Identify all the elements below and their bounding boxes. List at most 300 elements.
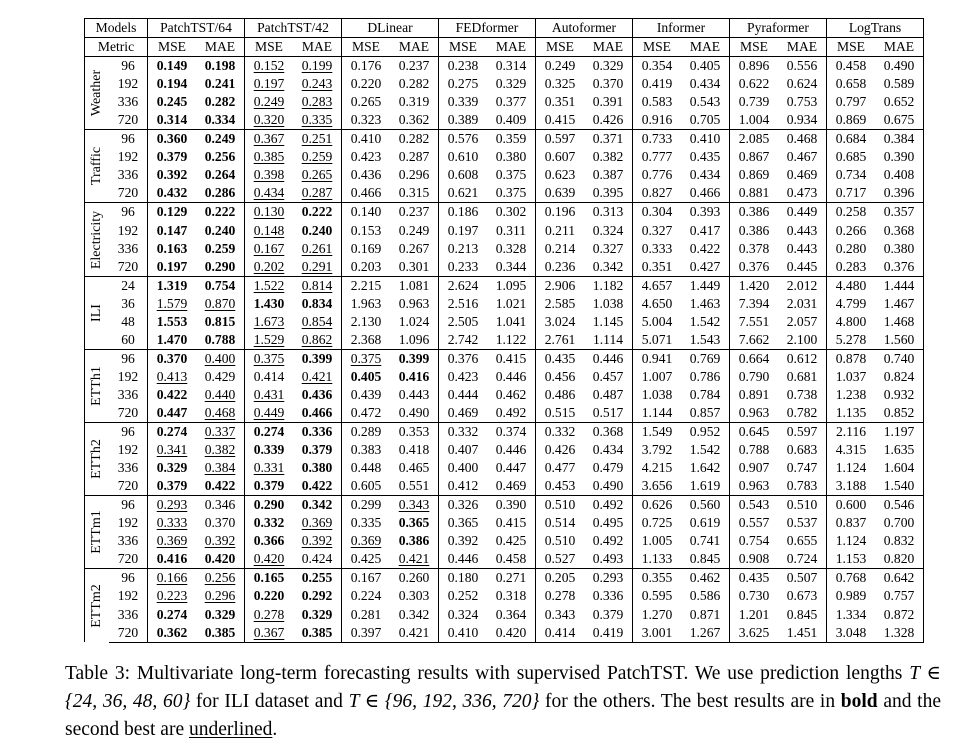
second-best-value: 0.814 (301, 277, 333, 293)
second-best-value: 0.341 (156, 442, 188, 458)
metric-header: MSE (633, 38, 682, 57)
table-cell (633, 331, 682, 350)
table-cell (681, 606, 730, 624)
value: 0.282 (398, 131, 430, 147)
value: 0.467 (786, 149, 818, 165)
value: 0.415 (544, 112, 576, 128)
table-cell (730, 203, 779, 222)
best-value: 0.416 (156, 551, 188, 567)
table-cell (439, 423, 488, 442)
table-cell (633, 368, 682, 386)
table-cell (293, 295, 342, 313)
value: 0.753 (786, 94, 818, 110)
best-value: 0.129 (156, 204, 188, 220)
best-value: 0.198 (204, 58, 236, 74)
table-cell (245, 404, 294, 423)
value: 0.370 (204, 515, 236, 531)
table-cell (875, 624, 924, 643)
table-cell (148, 111, 197, 130)
value: 0.820 (883, 551, 915, 567)
table-cell (536, 166, 585, 184)
model-header: Autoformer (536, 19, 633, 38)
table-cell (778, 569, 827, 588)
value: 0.537 (786, 515, 818, 531)
table-cell (342, 404, 391, 423)
table-cell (342, 477, 391, 496)
value: 3.001 (641, 624, 673, 640)
best-value: 0.436 (301, 386, 333, 402)
table-cell (439, 606, 488, 624)
table-row (85, 496, 924, 515)
value: 2.761 (544, 331, 576, 347)
value: 0.260 (398, 570, 430, 586)
value: 0.446 (592, 350, 624, 366)
table-cell (681, 441, 730, 459)
value: 3.656 (641, 478, 673, 494)
value: 1.635 (883, 442, 915, 458)
table-cell (439, 258, 488, 277)
table-cell (148, 349, 197, 368)
table-cell (584, 587, 633, 605)
second-best-value: 0.449 (253, 405, 285, 420)
table-cell (633, 514, 682, 532)
table-cell (487, 349, 536, 368)
table-cell (293, 459, 342, 477)
dataset-label-cell (85, 496, 110, 569)
table-cell (487, 624, 536, 643)
value: 0.422 (689, 240, 721, 256)
table-cell (875, 441, 924, 459)
value: 0.462 (495, 386, 527, 402)
value: 0.176 (350, 58, 382, 74)
dataset-label: ETTm1 (89, 510, 104, 555)
value: 0.487 (592, 386, 624, 402)
second-best-value: 1.522 (253, 277, 285, 293)
value: 0.357 (883, 204, 915, 220)
value: 0.435 (738, 570, 770, 586)
value: 1.334 (835, 606, 867, 622)
value: 0.916 (641, 112, 673, 128)
table-cell (778, 606, 827, 624)
value: 2.012 (786, 277, 818, 293)
table-cell (293, 240, 342, 258)
prediction-length: 192 (109, 514, 148, 532)
value: 0.725 (641, 515, 673, 531)
dataset-label-cell (85, 423, 110, 496)
table-cell (730, 130, 779, 149)
value: 0.456 (544, 368, 576, 384)
table-cell (633, 240, 682, 258)
table-cell (536, 240, 585, 258)
value: 1.451 (786, 624, 818, 640)
best-value: 0.815 (204, 313, 236, 329)
value: 0.412 (447, 478, 479, 494)
value: 0.359 (495, 131, 527, 147)
table-cell (633, 386, 682, 404)
best-value: 0.399 (398, 350, 430, 366)
table-cell (827, 203, 876, 222)
table-cell (439, 148, 488, 166)
table-cell (681, 184, 730, 203)
best-value: 0.336 (301, 424, 333, 440)
table-cell (245, 331, 294, 350)
table-cell (681, 222, 730, 240)
value: 0.266 (835, 222, 867, 238)
table-cell (148, 184, 197, 203)
best-value: 0.332 (253, 515, 285, 531)
table-cell (536, 550, 585, 569)
table-cell (148, 404, 197, 423)
table-cell (148, 258, 197, 277)
metric-header: MAE (487, 38, 536, 57)
value: 0.479 (592, 460, 624, 476)
value: 0.724 (786, 551, 818, 567)
value: 0.180 (447, 570, 479, 586)
value: 0.376 (447, 350, 479, 366)
value: 2.057 (786, 313, 818, 329)
value: 0.414 (544, 624, 576, 640)
value: 0.624 (786, 76, 818, 92)
value: 0.362 (398, 112, 430, 128)
table-row (85, 111, 924, 130)
table-cell (342, 222, 391, 240)
table-row (85, 423, 924, 442)
table-cell (778, 331, 827, 350)
prediction-length: 720 (109, 258, 148, 277)
table-cell (681, 57, 730, 76)
table-cell (536, 111, 585, 130)
second-best-value: 0.870 (204, 295, 236, 311)
table-cell (778, 532, 827, 550)
value: 0.169 (350, 240, 382, 256)
value: 0.622 (738, 76, 770, 92)
table-cell (487, 222, 536, 240)
value: 0.605 (350, 478, 382, 494)
value: 0.777 (641, 149, 673, 165)
value: 1.542 (689, 313, 721, 329)
second-best-value: 0.367 (253, 624, 285, 640)
value: 1.095 (495, 277, 527, 293)
best-value: 0.286 (204, 185, 236, 201)
value: 0.421 (398, 624, 430, 640)
value: 0.492 (592, 533, 624, 549)
table-cell (875, 459, 924, 477)
best-value: 0.379 (301, 442, 333, 458)
value: 4.657 (641, 277, 673, 293)
table-cell (875, 386, 924, 404)
value: 0.325 (544, 76, 576, 92)
table-cell (390, 75, 439, 93)
table-cell (439, 496, 488, 515)
value: 0.963 (738, 405, 770, 420)
value: 0.557 (738, 515, 770, 531)
table-cell (681, 93, 730, 111)
table-cell (875, 240, 924, 258)
table-cell (196, 148, 245, 166)
best-value: 1.430 (253, 295, 285, 311)
table-cell (633, 569, 682, 588)
value: 0.365 (447, 515, 479, 531)
table-cell (778, 624, 827, 643)
table-cell (681, 313, 730, 331)
value: 0.439 (350, 386, 382, 402)
value: 1.124 (835, 533, 867, 549)
prediction-length: 336 (109, 459, 148, 477)
table-cell (293, 276, 342, 295)
second-best-value: 0.256 (204, 570, 236, 586)
prediction-length: 720 (109, 404, 148, 423)
value: 0.639 (544, 185, 576, 201)
dataset-label-cell (85, 130, 110, 203)
table-cell (439, 222, 488, 240)
value: 0.436 (350, 167, 382, 183)
value: 0.391 (592, 94, 624, 110)
table-cell (487, 386, 536, 404)
table-cell (633, 349, 682, 368)
second-best-value: 0.382 (204, 442, 236, 458)
value: 0.304 (641, 204, 673, 220)
table-cell (584, 276, 633, 295)
table-cell (342, 459, 391, 477)
table-cell (875, 532, 924, 550)
table-cell (439, 313, 488, 331)
value: 0.872 (883, 606, 915, 622)
table-cell (293, 423, 342, 442)
table-row (85, 258, 924, 277)
value: 0.387 (592, 167, 624, 183)
table-cell (196, 75, 245, 93)
table-cell (778, 240, 827, 258)
table-row (85, 240, 924, 258)
value: 0.419 (641, 76, 673, 92)
value: 0.881 (738, 185, 770, 201)
table-cell (293, 404, 342, 423)
table-cell (875, 258, 924, 277)
value: 0.447 (495, 460, 527, 476)
table-cell (196, 57, 245, 76)
table-row (85, 276, 924, 295)
best-value: 0.379 (156, 149, 188, 165)
table-cell (584, 258, 633, 277)
table-cell (487, 496, 536, 515)
best-value: 0.420 (204, 551, 236, 567)
caption-text-5: . (272, 719, 278, 740)
table-cell (633, 459, 682, 477)
best-value: 1.470 (156, 331, 188, 347)
value: 0.153 (350, 222, 382, 238)
value: 0.236 (544, 258, 576, 274)
table-cell (633, 532, 682, 550)
table-cell (778, 477, 827, 496)
table-cell (681, 550, 730, 569)
value: 4.480 (835, 277, 867, 293)
value: 7.551 (738, 313, 770, 329)
value: 3.625 (738, 624, 770, 640)
table-cell (148, 496, 197, 515)
value: 0.469 (786, 167, 818, 183)
value: 0.342 (398, 606, 430, 622)
table-cell (875, 111, 924, 130)
best-value: 0.405 (350, 368, 382, 384)
second-best-value: 0.468 (204, 405, 236, 420)
best-value: 0.329 (204, 606, 236, 622)
value: 0.435 (689, 149, 721, 165)
value: 0.384 (883, 131, 915, 147)
best-value: 0.240 (204, 222, 236, 238)
value: 0.318 (495, 588, 527, 604)
value: 0.907 (738, 460, 770, 476)
table-cell (390, 313, 439, 331)
table-cell (730, 624, 779, 643)
table-cell (536, 404, 585, 423)
value: 0.332 (447, 424, 479, 440)
value: 0.278 (544, 588, 576, 604)
value: 0.353 (398, 424, 430, 440)
value: 5.071 (641, 331, 673, 347)
value: 0.600 (835, 497, 867, 513)
value: 0.213 (447, 240, 479, 256)
table-cell (584, 423, 633, 442)
value: 1.463 (689, 295, 721, 311)
value: 0.619 (689, 515, 721, 531)
value: 0.238 (447, 58, 479, 74)
table-cell (827, 222, 876, 240)
table-cell (196, 514, 245, 532)
prediction-length: 720 (109, 550, 148, 569)
dataset-label-cell (85, 349, 110, 422)
table-cell (778, 423, 827, 442)
best-value: 0.292 (301, 588, 333, 604)
caption-text-4: and the second best are (65, 691, 941, 740)
value: 0.265 (350, 94, 382, 110)
value: 0.415 (495, 350, 527, 366)
best-value: 0.386 (398, 533, 430, 549)
value: 0.281 (350, 606, 382, 622)
value: 1.124 (835, 460, 867, 476)
value: 0.374 (495, 424, 527, 440)
table-cell (196, 93, 245, 111)
value: 0.490 (883, 58, 915, 74)
value: 0.393 (689, 204, 721, 220)
value: 0.378 (738, 240, 770, 256)
table-cell (487, 514, 536, 532)
value: 3.188 (835, 478, 867, 494)
second-best-value: 1.579 (156, 295, 188, 311)
table-cell (584, 184, 633, 203)
table-cell (245, 532, 294, 550)
table-cell (439, 57, 488, 76)
table-cell (439, 368, 488, 386)
best-value: 0.147 (156, 222, 188, 238)
value: 0.458 (495, 551, 527, 567)
value: 0.346 (204, 497, 236, 513)
value: 0.608 (447, 167, 479, 183)
table-cell (342, 386, 391, 404)
caption-text-3: for the others. The best results are in (539, 691, 841, 712)
table-cell (633, 404, 682, 423)
table-row (85, 606, 924, 624)
best-value: 0.194 (156, 76, 188, 92)
table-cell (245, 386, 294, 404)
table-cell (681, 295, 730, 313)
table-cell (196, 386, 245, 404)
value: 0.233 (447, 258, 479, 274)
table-cell (196, 258, 245, 277)
table-cell (681, 148, 730, 166)
value: 0.878 (835, 350, 867, 366)
value: 0.220 (350, 76, 382, 92)
table-cell (196, 276, 245, 295)
table-cell (293, 148, 342, 166)
prediction-length: 192 (109, 222, 148, 240)
caption-bold-word: bold (840, 691, 878, 712)
table-cell (487, 240, 536, 258)
second-best-value: 0.293 (156, 497, 188, 513)
table-cell (148, 624, 197, 643)
table-cell (245, 606, 294, 624)
value: 0.390 (883, 149, 915, 165)
table-cell (633, 276, 682, 295)
table-cell (633, 148, 682, 166)
table-cell (730, 295, 779, 313)
table-cell (681, 203, 730, 222)
value: 0.741 (689, 533, 721, 549)
value: 1.238 (835, 386, 867, 402)
table-cell (390, 569, 439, 588)
value: 0.303 (398, 588, 430, 604)
value: 0.379 (592, 606, 624, 622)
table-cell (439, 569, 488, 588)
metric-corner-label: Metric (85, 38, 148, 57)
second-best-value: 0.392 (204, 533, 236, 549)
second-best-value: 1.673 (253, 313, 285, 329)
value: 1.153 (835, 551, 867, 567)
table-cell (827, 349, 876, 368)
metric-header: MSE (536, 38, 585, 57)
second-best-value: 0.375 (253, 350, 285, 366)
value: 0.324 (447, 606, 479, 622)
value: 2.130 (350, 313, 382, 329)
table-cell (390, 148, 439, 166)
value: 0.426 (592, 112, 624, 128)
prediction-length: 96 (109, 130, 148, 149)
value: 0.655 (786, 533, 818, 549)
table-cell (390, 222, 439, 240)
table-cell (245, 514, 294, 532)
table-cell (633, 624, 682, 643)
prediction-length: 48 (109, 313, 148, 331)
value: 0.382 (592, 149, 624, 165)
dataset-label-cell (85, 203, 110, 276)
table-cell (293, 624, 342, 643)
second-best-value: 0.251 (301, 131, 333, 147)
table-cell (827, 130, 876, 149)
second-best-value: 0.320 (253, 112, 285, 128)
table-cell (584, 349, 633, 368)
table-cell (487, 295, 536, 313)
value: 0.355 (641, 570, 673, 586)
table-cell (584, 477, 633, 496)
dataset-label: Electricity (89, 210, 104, 269)
value: 1.021 (495, 295, 527, 311)
value: 0.514 (544, 515, 576, 531)
value: 0.396 (883, 185, 915, 201)
best-value: 0.422 (301, 478, 333, 494)
value: 1.267 (689, 624, 721, 640)
value: 0.989 (835, 588, 867, 604)
table-cell (730, 276, 779, 295)
value: 0.583 (641, 94, 673, 110)
